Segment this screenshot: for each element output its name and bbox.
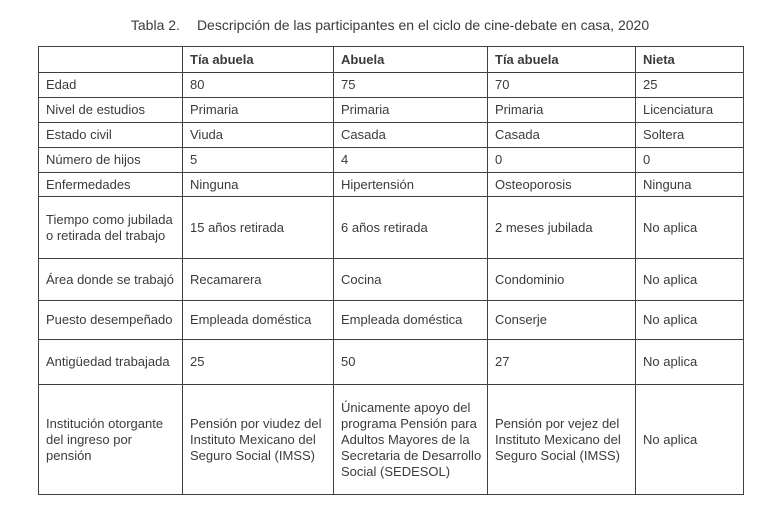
- table-cell: No aplica: [636, 340, 744, 385]
- table-caption-text: Descripción de las participantes en el ciclo de cine-debate en casa, 2020: [196, 17, 650, 33]
- table-cell: Recamarera: [183, 259, 334, 301]
- table-cell: 2 meses jubilada: [488, 197, 636, 259]
- header-cell-tia-abuela-2: Tía abuela: [488, 47, 636, 73]
- table-cell: 70: [488, 73, 636, 98]
- table-cell: Ninguna: [183, 173, 334, 197]
- table-body: [39, 73, 744, 495]
- table-cell: 15 años retirada: [183, 197, 334, 259]
- table-cell: 80: [183, 73, 334, 98]
- table-header-row: [39, 47, 744, 73]
- table-cell: Únicamente apoyo del programa Pensión para Adultos Mayores de la Secretaria de Desarrollo Social (SEDESOL): [334, 385, 488, 495]
- row-label: Estado civil: [39, 123, 183, 148]
- table-cell: 6 años retirada: [334, 197, 488, 259]
- table-cell: No aplica: [636, 385, 744, 495]
- table-cell: Hipertensión: [334, 173, 488, 197]
- row-label: Enfermedades: [39, 173, 183, 197]
- table-cell: 25: [636, 73, 744, 98]
- table-cell: Pensión por vejez del Instituto Mexicano del Seguro Social (IMSS): [488, 385, 636, 495]
- table-cell: 0: [488, 148, 636, 173]
- table-cell: No aplica: [636, 197, 744, 259]
- table-cell: No aplica: [636, 301, 744, 340]
- table-cell: Viuda: [183, 123, 334, 148]
- table-cell: Empleada doméstica: [334, 301, 488, 340]
- table-cell: Primaria: [488, 98, 636, 123]
- table-cell: No aplica: [636, 259, 744, 301]
- row-label: Tiempo como jubilada o retirada del trabajo: [39, 197, 183, 259]
- table-row: [39, 173, 744, 197]
- row-label: Edad: [39, 73, 183, 98]
- table-cell: Conserje: [488, 301, 636, 340]
- table-row: [39, 301, 744, 340]
- participants-table: [38, 46, 744, 495]
- table-cell: Licenciatura: [636, 98, 744, 123]
- table-cell: 25: [183, 340, 334, 385]
- table-cell: 0: [636, 148, 744, 173]
- row-label: Número de hijos: [39, 148, 183, 173]
- table-row: [39, 148, 744, 173]
- table-row: [39, 385, 744, 495]
- table-cell: Pensión por viudez del Instituto Mexicano del Seguro Social (IMSS): [183, 385, 334, 495]
- document-page: [0, 17, 780, 526]
- table-row: [39, 123, 744, 148]
- row-label: Nivel de estudios: [39, 98, 183, 123]
- table-row: [39, 197, 744, 259]
- table-caption: [0, 17, 780, 33]
- table-cell: Soltera: [636, 123, 744, 148]
- header-cell-tia-abuela-1: Tía abuela: [183, 47, 334, 73]
- table-row: [39, 340, 744, 385]
- table-cell: 27: [488, 340, 636, 385]
- table-cell: Cocina: [334, 259, 488, 301]
- table-cell: Casada: [334, 123, 488, 148]
- row-label: Antigüedad trabajada: [39, 340, 183, 385]
- table-cell: Primaria: [183, 98, 334, 123]
- table-cell: 5: [183, 148, 334, 173]
- table-row: [39, 73, 744, 98]
- table-cell: Empleada doméstica: [183, 301, 334, 340]
- table-cell: Osteoporosis: [488, 173, 636, 197]
- table-cell: 4: [334, 148, 488, 173]
- row-label: Puesto desempeñado: [39, 301, 183, 340]
- table-cell: Ninguna: [636, 173, 744, 197]
- header-cell-abuela: Abuela: [334, 47, 488, 73]
- header-cell-empty: [39, 47, 183, 73]
- table-cell: Primaria: [334, 98, 488, 123]
- table-cell: Casada: [488, 123, 636, 148]
- table-cell: Condominio: [488, 259, 636, 301]
- table-cell: 50: [334, 340, 488, 385]
- table-caption-label: Tabla 2.: [130, 17, 180, 33]
- row-label: Área donde se trabajó: [39, 259, 183, 301]
- row-label: Institución otorgante del ingreso por pensión: [39, 385, 183, 495]
- table-cell: 75: [334, 73, 488, 98]
- header-cell-nieta: Nieta: [636, 47, 744, 73]
- table-row: [39, 259, 744, 301]
- table-row: [39, 98, 744, 123]
